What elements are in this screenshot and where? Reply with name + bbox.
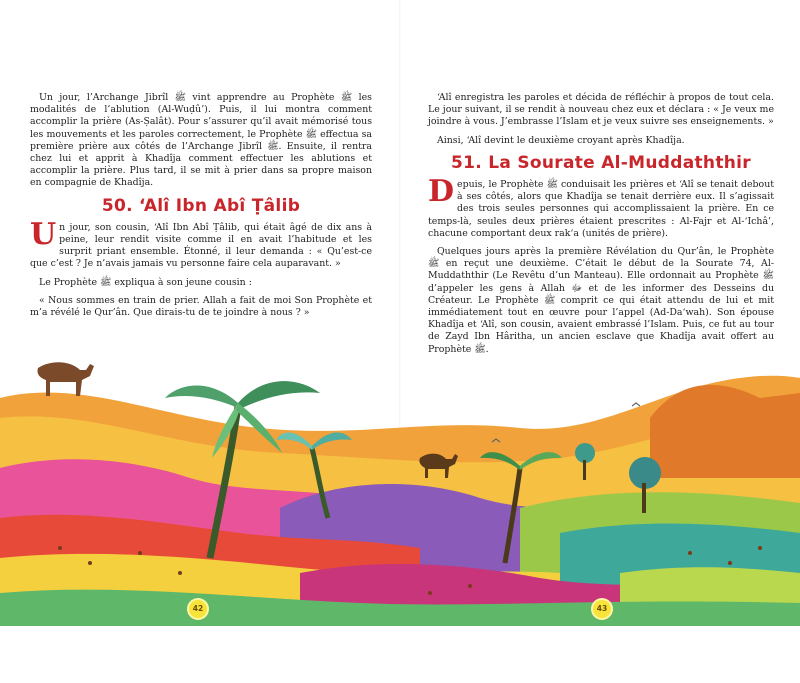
page-number-right: 43 bbox=[593, 600, 611, 618]
revelation-paragraph: Quelques jours après la première Révélation du Qur’ân, le Prophète ﷺ en reçut une deuxième. C’était le début de la Sourate 74, Al-Muddaththir (Le Revêtu d’un Manteau). Elle ordonnait au Prophète ﷺ d’appeler les gens à Allah ﷻ et de les informer des Desseins du Créateur. Le Prophète ﷺ comprit ce qui était attendu de lui et mit immédiatement tout en œuvre pour l’appel (Ad-Da‘wah). Son épouse Khadîja et ‘Alî, son cousin, avaient embrassé l’Islam. Puis, ce fut au tour de Zayd Ibn Hâritha, un ancien esclave que Khadîja avait offert au Prophète ﷺ. bbox=[428, 246, 774, 355]
chapter-heading-51: 51. La Sourate Al-Muddaththir bbox=[451, 152, 751, 173]
camel-left-icon bbox=[37, 362, 94, 396]
bird-icon-2 bbox=[632, 403, 640, 406]
desert-landscape-illustration bbox=[0, 358, 800, 626]
dropcap-d: D bbox=[428, 174, 455, 210]
second-believer-paragraph: Ainsi, ‘Alî devint le deuxième croyant après Khadîja. bbox=[437, 134, 685, 146]
right-text-column bbox=[428, 92, 774, 362]
dropcap-u: U bbox=[30, 216, 57, 252]
prophet-explains-paragraph: Le Prophète ﷺ expliqua à son jeune cousin : bbox=[39, 276, 252, 288]
page-number-left: 42 bbox=[189, 600, 207, 618]
ali-paragraph-text: n jour, son cousin, ‘Alî Ibn Abî Ṭâlib, qui était âgé de dix ans à peine, leur rendit visite comme il en avait l’habitude et les surprit priant ensemble. Étonné, il leur demanda : « Qu’est-ce que c’est ? Je n’avais jamais vu personne faire cela auparavant. » bbox=[30, 221, 372, 270]
prophet-quote-paragraph: « Nous sommes en train de prier. Allah a fait de moi Son Prophète et m’a révélé le Qur’ân. Que dirais-tu de te joindre à nous ? » bbox=[30, 294, 372, 319]
prayers-paragraph bbox=[428, 174, 774, 240]
chapter-heading-50: 50. ‘Alî Ibn Abî Ṭâlib bbox=[101, 195, 301, 216]
right-cliff bbox=[650, 385, 800, 478]
ali-reflects-paragraph: ‘Alî enregistra les paroles et décida de réfléchir à propos de tout cela. Le jour suivant, il se rendit à nouveau chez eux et déclara : « Je veux me joindre à vous. J’embrasse l’Islam et je veux suivre ses enseignements. » bbox=[428, 92, 774, 128]
ali-paragraph bbox=[30, 216, 372, 271]
left-text-column bbox=[30, 92, 372, 325]
intro-paragraph: Un jour, l’Archange Jibrîl ﷺ vint apprendre au Prophète ﷺ les modalités de l’ablution (Al-Wuḍû’). Puis, il lui montra comment accomplir la prière (As-Ṣalât). Pour s’assurer qu’il avait mémorisé tous les mouvements et les paroles correctement, le Prophète ﷺ effectua sa première prière aux côtés de l’Archange Jibrîl ﷺ. Ensuite, il rentra chez lui et apprit à Khadîja comment effectuer les ablutions et accomplir la prière. Plus tard, il se mit à prier dans sa propre maison en compagnie de Khadîja. bbox=[30, 92, 372, 189]
prayers-paragraph-text: epuis, le Prophète ﷺ conduisait les prières et ‘Alî se tenait debout à ses côtés, alors que Khadîja se tenait derrière eux. Il s’agissait des trois seules personnes qui accomplissaient la prière. En ce temps-là, seules deux prières étaient prescrites : Al-Fajr et Al-‘Ichâ’, chacune comportant deux rak‘a (unités de prière). bbox=[428, 179, 774, 239]
